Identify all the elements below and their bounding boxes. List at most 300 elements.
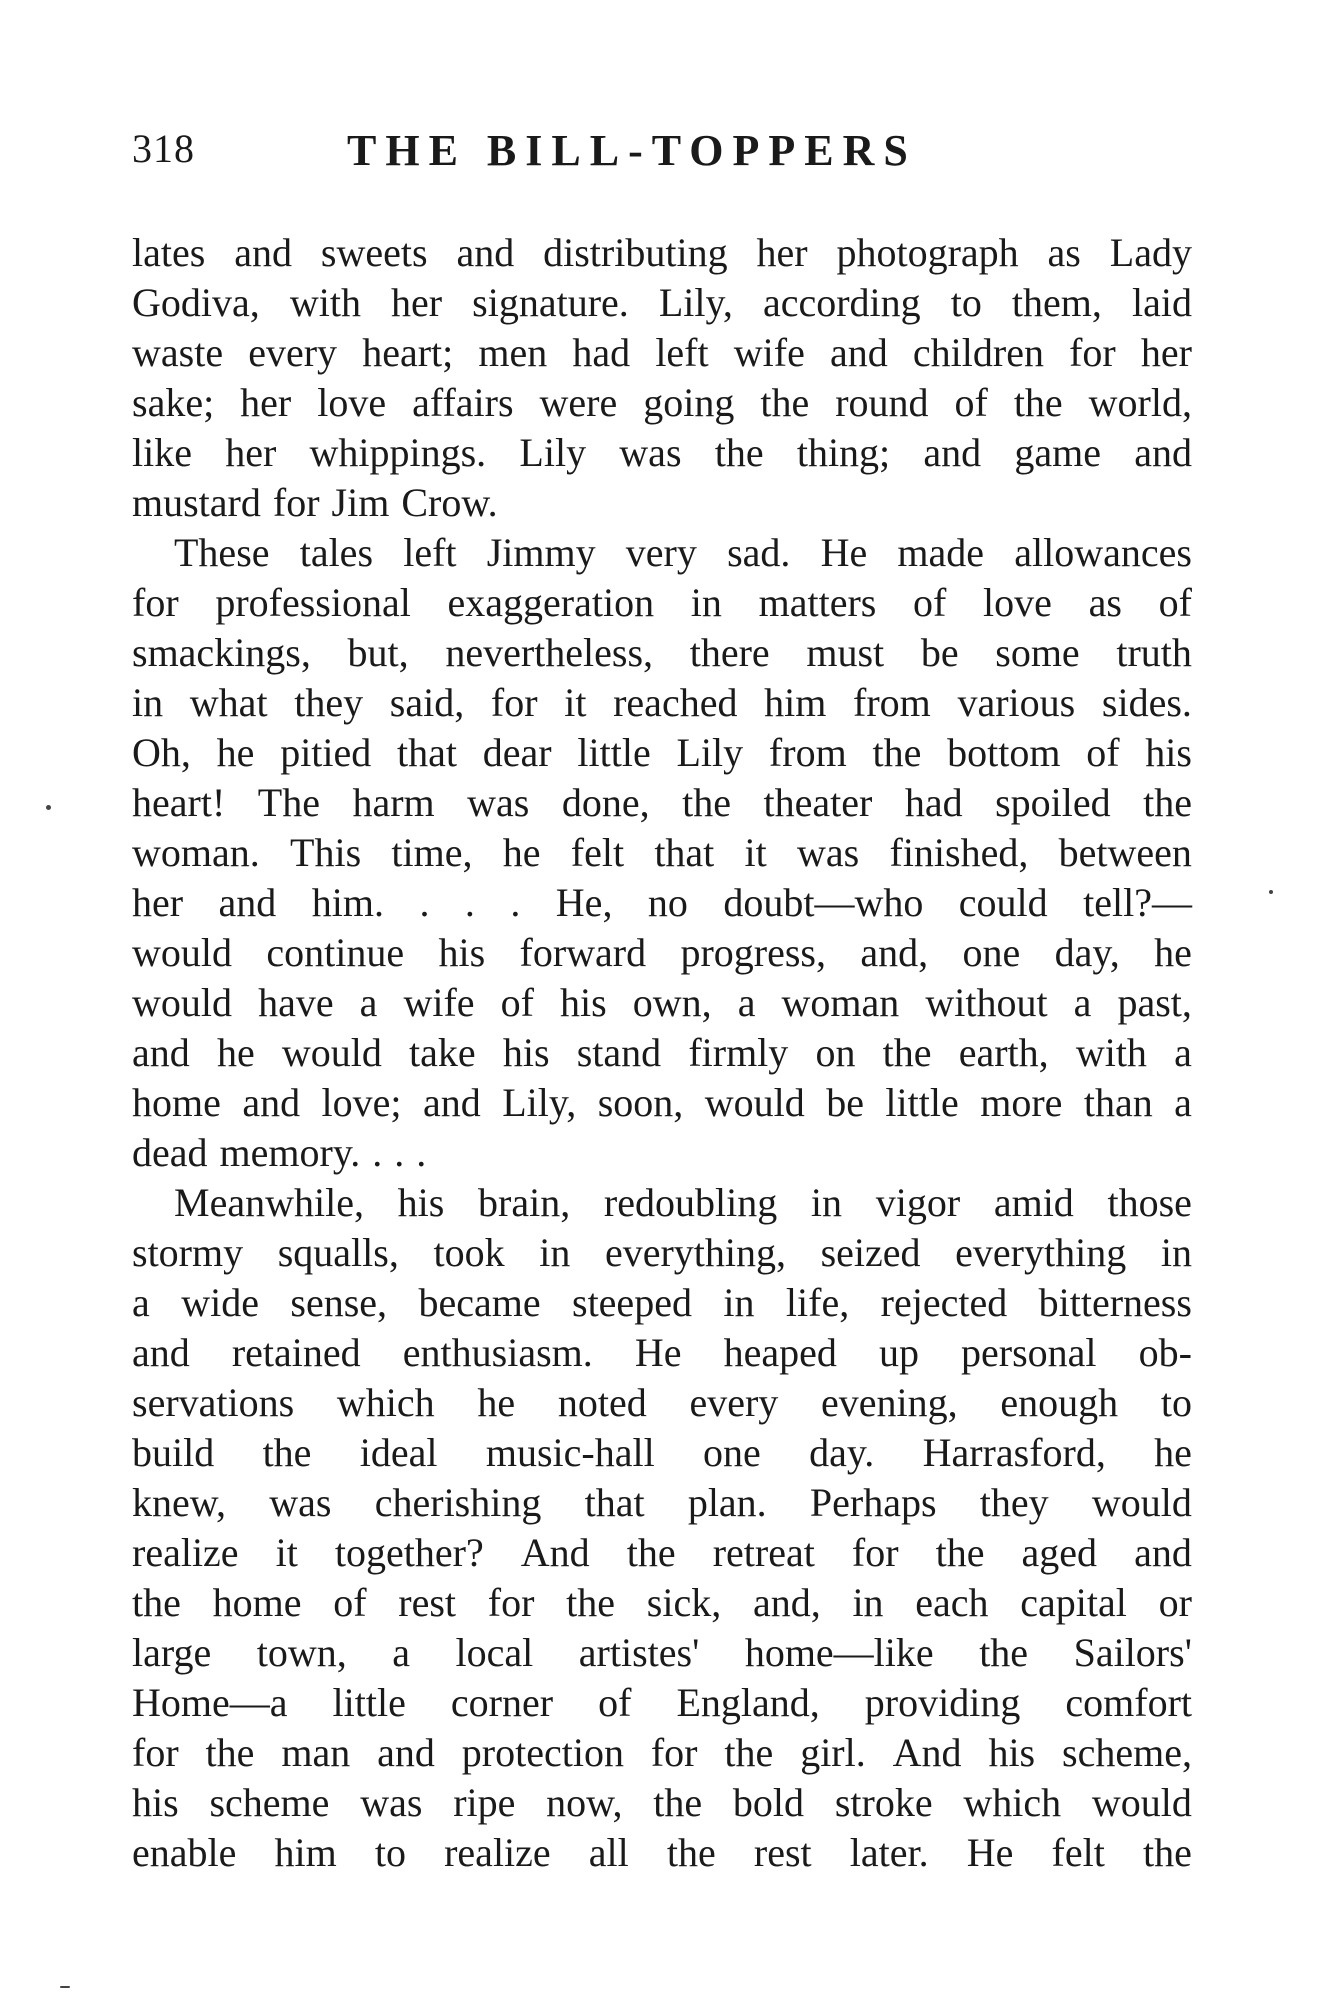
word: large <box>132 1630 212 1675</box>
word: on <box>815 1030 856 1075</box>
text-line <box>132 1478 1192 1528</box>
word: Harrasford, <box>922 1430 1106 1475</box>
word: aged <box>1021 1530 1098 1575</box>
print-speck <box>60 1986 70 1988</box>
word: them, <box>1011 280 1102 325</box>
word: and <box>377 1730 435 1775</box>
word: in <box>810 1180 843 1225</box>
word: everything <box>955 1230 1127 1275</box>
word: enough <box>1000 1380 1119 1425</box>
word: of <box>913 580 947 625</box>
word: would <box>1091 1780 1192 1825</box>
word: redoubling <box>603 1180 778 1225</box>
word: that <box>584 1480 645 1525</box>
word: various <box>957 680 1076 725</box>
word: soon, <box>597 1080 684 1125</box>
word: little <box>885 1080 959 1125</box>
word: the <box>262 1430 312 1475</box>
word: in <box>723 1280 755 1325</box>
word: that <box>654 830 715 875</box>
word: that <box>397 730 458 775</box>
word: scheme, <box>1062 1730 1192 1775</box>
word: He <box>634 1330 682 1375</box>
word: as <box>1047 230 1081 275</box>
word: harm <box>352 780 435 825</box>
text-line <box>132 1828 1192 1878</box>
word: everything, <box>604 1230 786 1275</box>
word: game <box>1014 430 1101 475</box>
word: as <box>1088 580 1122 625</box>
word: woman. <box>132 830 260 875</box>
word: artistes' <box>578 1630 700 1675</box>
text-line <box>132 1728 1192 1778</box>
text-line <box>132 1278 1192 1328</box>
word: more <box>980 1080 1063 1125</box>
word: in <box>690 580 722 625</box>
text-line <box>132 1078 1192 1128</box>
word: for <box>650 1730 698 1775</box>
word: girl. <box>800 1730 866 1775</box>
word: and <box>1134 430 1192 475</box>
text-line <box>132 1328 1192 1378</box>
text-line <box>132 1528 1192 1578</box>
text-line <box>132 828 1192 878</box>
word: love <box>317 380 387 425</box>
word: than <box>1083 1080 1153 1125</box>
word: now, <box>546 1780 623 1825</box>
word: was <box>797 830 860 875</box>
word: they <box>294 680 364 725</box>
word: later. <box>849 1830 929 1875</box>
word: waste <box>132 330 224 375</box>
word: and <box>132 1330 190 1375</box>
word: one <box>703 1430 761 1475</box>
word: spoiled <box>995 780 1111 825</box>
word: the <box>682 780 731 825</box>
word: home <box>212 1580 302 1625</box>
word: steeped <box>572 1280 692 1325</box>
word: him <box>274 1830 337 1875</box>
word: for <box>851 1530 899 1575</box>
word: for <box>1069 330 1116 375</box>
word: was <box>619 430 682 475</box>
word: thing; <box>796 430 891 475</box>
word: could <box>958 880 1048 925</box>
word: he <box>477 1380 516 1425</box>
word: a <box>392 1630 411 1675</box>
word: to <box>1160 1380 1192 1425</box>
word: realize <box>444 1830 551 1875</box>
word: would <box>704 1080 805 1125</box>
word: Jimmy <box>486 530 596 575</box>
text-line <box>132 478 1192 528</box>
word: and <box>1134 1530 1192 1575</box>
word: in <box>1160 1230 1192 1275</box>
word: for <box>132 1730 179 1775</box>
word: rejected <box>880 1280 1008 1325</box>
word: would <box>132 930 232 975</box>
word: her <box>225 430 277 475</box>
word: love <box>983 580 1052 625</box>
word: the <box>653 1780 703 1825</box>
word: each <box>915 1580 989 1625</box>
word: to <box>950 280 982 325</box>
word: Crow. <box>401 480 498 525</box>
word: bottom <box>947 730 1061 775</box>
word: local <box>455 1630 534 1675</box>
word: heart! <box>132 780 226 825</box>
word: the <box>132 1580 181 1625</box>
word: done, <box>561 780 650 825</box>
word: ob- <box>1138 1330 1192 1375</box>
word: Lily <box>676 730 744 775</box>
text-line <box>132 428 1192 478</box>
word: left <box>403 530 457 575</box>
word: He <box>820 530 868 575</box>
word: a <box>737 980 756 1025</box>
text-line <box>132 1578 1192 1628</box>
word: brain, <box>478 1180 571 1225</box>
word: . <box>464 880 475 925</box>
word: a <box>1073 980 1092 1025</box>
word: the <box>872 730 922 775</box>
word: love; <box>321 1080 402 1125</box>
word: of <box>954 380 988 425</box>
word: Lily <box>519 430 587 475</box>
word: time, <box>391 830 473 875</box>
word: knew, <box>132 1480 227 1525</box>
word: firmly <box>688 1030 789 1075</box>
word: going <box>643 380 735 425</box>
print-speck <box>46 805 51 810</box>
word: forward <box>519 930 647 975</box>
word: was <box>269 1480 332 1525</box>
word: whippings. <box>309 430 487 475</box>
running-title: THE BILL-TOPPERS <box>347 126 917 175</box>
text-line <box>132 378 1192 428</box>
word: tales <box>299 530 374 575</box>
word: noted <box>557 1380 647 1425</box>
word: stormy <box>132 1230 244 1275</box>
word: sides. <box>1101 680 1192 725</box>
word: according <box>762 280 921 325</box>
word: without <box>925 980 1048 1025</box>
word: own, <box>632 980 712 1025</box>
word: or <box>1158 1580 1192 1625</box>
word: the <box>626 1530 676 1575</box>
word: of <box>333 1580 367 1625</box>
text-line <box>132 1428 1192 1478</box>
word: up <box>878 1330 919 1375</box>
word: He, <box>555 880 613 925</box>
word: and, <box>860 930 929 975</box>
word: a <box>132 1280 150 1325</box>
word: Sailors' <box>1073 1630 1192 1675</box>
word: earth, <box>958 1030 1049 1075</box>
word: wife <box>403 980 475 1025</box>
word: the <box>566 1580 616 1625</box>
word: man <box>281 1730 351 1775</box>
word: was <box>360 1780 423 1825</box>
word: of <box>1158 580 1192 625</box>
word: be <box>920 630 959 675</box>
word: and <box>829 330 888 375</box>
word: corner <box>450 1680 554 1725</box>
text-line <box>132 978 1192 1028</box>
word: had <box>572 330 631 375</box>
word: he <box>1154 930 1192 975</box>
text-line <box>132 628 1192 678</box>
word: protection <box>461 1730 624 1775</box>
word: day. <box>809 1430 875 1475</box>
word: the <box>1142 1830 1192 1875</box>
word: Lily, <box>502 1080 577 1125</box>
word: became <box>418 1280 541 1325</box>
word: and <box>422 1080 481 1125</box>
word: he <box>502 830 541 875</box>
word: Lily, <box>658 280 733 325</box>
word: wife <box>733 330 805 375</box>
word: with <box>289 280 361 325</box>
word: must <box>806 630 885 675</box>
text-line <box>132 1378 1192 1428</box>
word: enable <box>132 1830 237 1875</box>
word: felt <box>570 830 625 875</box>
word: laid <box>1131 280 1192 325</box>
word: his <box>397 1180 445 1225</box>
word: town, <box>256 1630 347 1675</box>
word: a <box>1174 1080 1192 1125</box>
word: and <box>242 1080 301 1125</box>
word: signature. <box>472 280 629 325</box>
word: which <box>963 1780 1062 1825</box>
word: the <box>1143 780 1192 825</box>
text-line <box>132 878 1192 928</box>
word: dead <box>132 1130 208 1175</box>
word: for <box>487 1580 535 1625</box>
word: took <box>433 1230 505 1275</box>
word: The <box>257 780 320 825</box>
word: between <box>1058 830 1192 875</box>
word: made <box>897 530 985 575</box>
text-line <box>132 678 1192 728</box>
word: affairs <box>412 380 514 425</box>
word: Meanwhile, <box>174 1180 364 1225</box>
word: from <box>768 730 847 775</box>
word: And <box>520 1530 590 1575</box>
word: mustard <box>132 480 261 525</box>
word: and, <box>752 1580 821 1625</box>
word: a <box>1174 1030 1192 1075</box>
word: home—like <box>744 1630 934 1675</box>
word: evening, <box>821 1380 958 1425</box>
word: with <box>1075 1030 1147 1075</box>
word: her <box>132 880 184 925</box>
text-line <box>132 278 1192 328</box>
word: matters <box>758 580 877 625</box>
word: little <box>332 1680 406 1725</box>
word: no <box>647 880 688 925</box>
word: one <box>962 930 1021 975</box>
text-line <box>132 578 1192 628</box>
word: the <box>714 430 764 475</box>
text-line <box>132 728 1192 778</box>
word: his <box>132 1780 179 1825</box>
text-line <box>132 1678 1192 1728</box>
word: England, <box>676 1680 820 1725</box>
word: in <box>852 1580 884 1625</box>
word: progress, <box>680 930 826 975</box>
word: his <box>502 1030 550 1075</box>
word: it <box>275 1530 298 1575</box>
word: music-hall <box>485 1430 655 1475</box>
word: professional <box>215 580 411 625</box>
word: Oh, <box>132 730 191 775</box>
word: day, <box>1054 930 1120 975</box>
word: world, <box>1088 380 1192 425</box>
word: retreat <box>712 1530 815 1575</box>
word: sad. <box>727 530 791 575</box>
text-line <box>132 1028 1192 1078</box>
word: and <box>923 430 982 475</box>
word: but, <box>347 630 409 675</box>
word: the <box>666 1830 716 1875</box>
word: it <box>564 680 587 725</box>
word: and <box>234 230 292 275</box>
word: her <box>756 230 808 275</box>
word: servations <box>132 1380 295 1425</box>
word: of <box>500 980 534 1025</box>
word: take <box>409 1030 476 1075</box>
word: of <box>1086 730 1120 775</box>
word: his <box>438 930 486 975</box>
word: the <box>760 380 810 425</box>
word: distributing <box>543 230 728 275</box>
word: felt <box>1051 1830 1105 1875</box>
text-line <box>132 528 1192 578</box>
word: bold <box>732 1780 805 1825</box>
word: exaggeration <box>447 580 655 625</box>
word: for <box>132 580 179 625</box>
word: personal <box>961 1330 1097 1375</box>
word: capital <box>1020 1580 1127 1625</box>
text-line <box>132 1628 1192 1678</box>
word: memory. <box>219 1130 361 1175</box>
word: . <box>416 1130 427 1175</box>
word: These <box>174 530 270 575</box>
word: rest <box>398 1580 457 1625</box>
word: bitterness <box>1038 1280 1192 1325</box>
word: there <box>689 630 770 675</box>
text-line <box>132 1228 1192 1278</box>
word: they <box>979 1480 1049 1525</box>
word: her <box>1140 330 1192 375</box>
word: . <box>510 880 521 925</box>
word: he <box>216 1030 255 1075</box>
word: sweets <box>320 230 428 275</box>
word: lates <box>132 230 206 275</box>
word: sense, <box>290 1280 388 1325</box>
word: the <box>1013 380 1063 425</box>
word: pitied <box>280 730 372 775</box>
word: . <box>372 1130 383 1175</box>
word: retained <box>231 1330 361 1375</box>
word: every <box>248 330 338 375</box>
word: left <box>655 330 709 375</box>
word: it <box>744 830 767 875</box>
word: stand <box>576 1030 662 1075</box>
word: his <box>988 1730 1036 1775</box>
word: heaped <box>723 1330 837 1375</box>
word: realize <box>132 1530 239 1575</box>
word: doubt—who <box>723 880 924 925</box>
word: reached <box>613 680 738 725</box>
page-header <box>132 125 1192 185</box>
print-speck <box>1269 890 1273 894</box>
text-line <box>132 228 1192 278</box>
word: a <box>359 980 378 1025</box>
word: Perhaps <box>809 1480 937 1525</box>
word: cherishing <box>374 1480 542 1525</box>
word: the <box>979 1630 1029 1675</box>
word: and <box>132 1030 190 1075</box>
word: seized <box>820 1230 921 1275</box>
word: in <box>539 1230 571 1275</box>
word: to <box>374 1830 406 1875</box>
word: comfort <box>1065 1680 1192 1725</box>
word: his <box>1145 730 1192 775</box>
word: him. <box>311 880 384 925</box>
word: stroke <box>834 1780 933 1825</box>
word: heart; <box>362 330 454 375</box>
word: he <box>1154 1430 1192 1475</box>
word: . <box>394 1130 405 1175</box>
word: would <box>1091 1480 1192 1525</box>
word: was <box>467 780 530 825</box>
word: had <box>904 780 963 825</box>
word: children <box>912 330 1044 375</box>
word: woman <box>781 980 900 1025</box>
word: together? <box>334 1530 484 1575</box>
word: Home—a <box>132 1680 288 1725</box>
word: her <box>240 380 292 425</box>
word: truth <box>1116 630 1192 675</box>
text-line <box>132 778 1192 828</box>
text-line <box>132 1128 1192 1178</box>
word: very <box>625 530 697 575</box>
word: of <box>598 1680 632 1725</box>
text-line <box>132 1178 1192 1228</box>
word: Jim <box>331 480 390 525</box>
word: life, <box>785 1280 850 1325</box>
word: men <box>478 330 548 375</box>
word: providing <box>864 1680 1021 1725</box>
word: theater <box>763 780 873 825</box>
word: all <box>588 1830 629 1875</box>
word: He <box>966 1830 1014 1875</box>
word: the <box>724 1730 774 1775</box>
word: tell?— <box>1083 880 1192 925</box>
word: his <box>560 980 607 1025</box>
word: sick, <box>646 1580 722 1625</box>
word: photograph <box>836 230 1019 275</box>
word: vigor <box>875 1180 961 1225</box>
word: what <box>189 680 268 725</box>
word: and <box>218 880 277 925</box>
word: . <box>419 880 430 925</box>
word: and <box>456 230 515 275</box>
word: the <box>205 1730 255 1775</box>
